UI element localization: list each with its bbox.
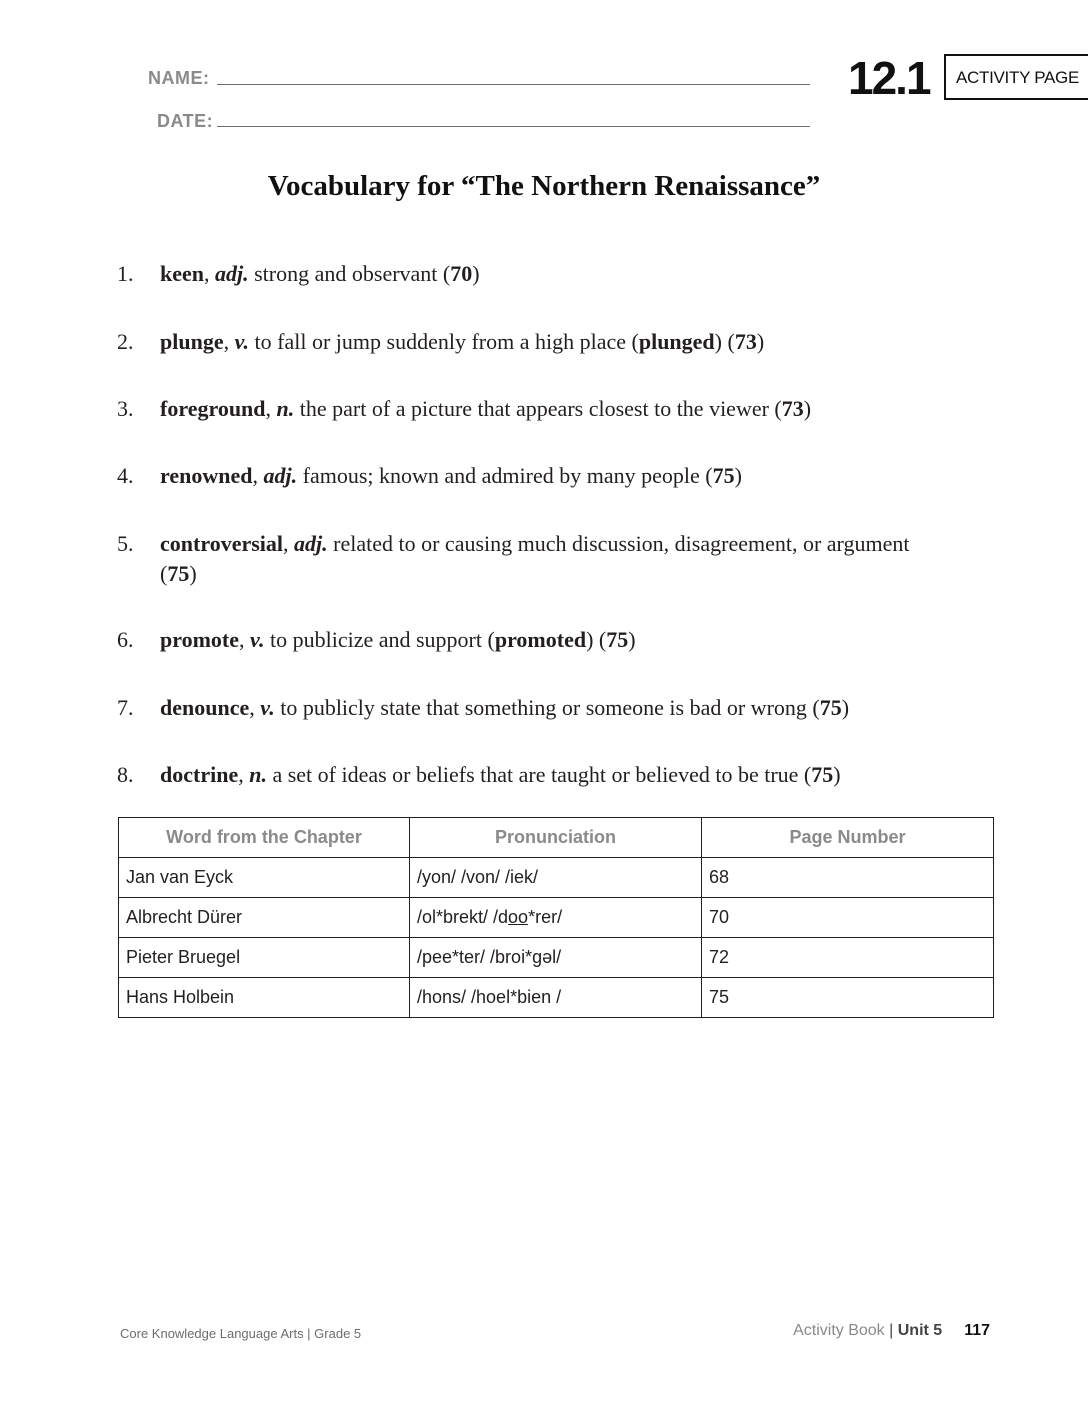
pronunciation-cell [410, 978, 702, 1018]
pronunciation-text-end: *rer/ [528, 907, 563, 927]
vocab-page: 75 [811, 762, 834, 787]
vocab-close: ) [472, 261, 480, 286]
vocab-term: foreground [160, 396, 266, 421]
table-row [119, 938, 994, 978]
vocab-part-of-speech: v. [260, 695, 275, 720]
vocab-definition: to fall or jump suddenly from a high place ( [249, 329, 639, 354]
vocab-close: ) [734, 463, 742, 488]
vocab-separator: ) ( [586, 627, 607, 652]
word-cell: Jan van Eyck [119, 858, 410, 898]
vocab-form: promoted [494, 627, 587, 652]
page-number-cell: 75 [702, 978, 994, 1018]
vocab-close: ) [803, 396, 812, 421]
vocab-part-of-speech: n. [249, 762, 267, 787]
vocab-number: 6. [117, 627, 134, 652]
pronunciation-cell [410, 858, 702, 898]
word-cell: Pieter Bruegel [119, 938, 410, 978]
vocab-part-of-speech: n. [276, 396, 295, 421]
pronunciation-text: /ol*brekt/ /d [417, 907, 509, 927]
activity-number: 12.1 [848, 52, 930, 104]
vocab-term: plunge [160, 329, 224, 354]
pronunciation-text: /yon/ /von/ /iek/ [417, 867, 539, 887]
vocab-term: denounce [160, 695, 250, 720]
pronunciation-cell [410, 938, 702, 978]
vocab-part-of-speech: adj. [215, 261, 249, 286]
vocab-number: 1. [117, 261, 134, 286]
vocab-term: promote [160, 627, 240, 652]
vocab-number: 2. [117, 329, 134, 354]
pronunciation-text: /pee*ter/ /broi*gəl/ [417, 947, 562, 967]
vocab-term: controversial [160, 531, 284, 556]
vocab-number: 3. [117, 396, 134, 421]
page-number-cell: 68 [702, 858, 994, 898]
pronunciation-text: /hons/ /hoel*bien / [417, 987, 562, 1007]
vocab-page: 75 [606, 627, 629, 652]
footer-unit: Unit 5 [897, 1322, 943, 1339]
page-number-cell: 72 [702, 938, 994, 978]
vocab-page: 73 [781, 396, 804, 421]
page-number-cell: 70 [702, 898, 994, 938]
column-header-page-number: Page Number [702, 818, 994, 858]
page-title: Vocabulary for “The Northern Renaissance” [267, 170, 821, 202]
vocab-part-of-speech: v. [250, 627, 265, 652]
footer-book: Activity Book [793, 1322, 885, 1339]
vocab-definition: to publicize and support ( [264, 627, 495, 652]
vocab-number: 5. [117, 531, 134, 556]
vocab-number: 7. [117, 695, 134, 720]
vocab-page: 73 [734, 329, 757, 354]
vocab-definition: famous; known and admired by many people ( [297, 463, 713, 488]
vocab-term: renowned [160, 463, 253, 488]
vocab-definition: a set of ideas or beliefs that are taught or believed to be true ( [266, 762, 812, 787]
date-label: DATE: [157, 111, 214, 131]
page-number: 117 [964, 1322, 990, 1339]
footer-separator: | [884, 1322, 898, 1339]
pronunciation-table [118, 817, 994, 1018]
vocab-term: doctrine [160, 762, 239, 787]
table-header-row [119, 818, 994, 858]
vocab-form: plunged [638, 329, 715, 354]
vocab-close: ) [833, 762, 841, 787]
vocab-number: 8. [117, 762, 134, 787]
vocab-page: 75 [712, 463, 735, 488]
vocab-separator: ) ( [714, 329, 735, 354]
pronunciation-underlined: oo [508, 907, 529, 927]
vocab-part-of-speech: adj. [294, 531, 328, 556]
vocab-page: 75 [167, 561, 190, 586]
table-row [119, 898, 994, 938]
table-row [119, 858, 994, 898]
vocab-number: 4. [117, 463, 134, 488]
vocab-part-of-speech: adj. [263, 463, 298, 488]
column-header-pronunciation: Pronunciation [410, 818, 702, 858]
vocab-definition: related to or causing much discussion, disagreement, or argument ( [160, 531, 910, 586]
footer-book-info [793, 1322, 990, 1340]
vocab-close: ) [628, 627, 636, 652]
table-row [119, 978, 994, 1018]
column-header-word: Word from the Chapter [119, 818, 410, 858]
vocab-definition: the part of a picture that appears closest to the viewer ( [294, 396, 782, 421]
vocab-definition: strong and observant ( [248, 261, 451, 286]
footer-series: Core Knowledge Language Arts | Grade 5 [120, 1326, 362, 1341]
vocab-close: ) [841, 695, 850, 720]
vocab-close: ) [189, 561, 197, 586]
pronunciation-cell [410, 898, 702, 938]
vocab-page: 70 [450, 261, 473, 286]
word-cell: Hans Holbein [119, 978, 410, 1018]
name-label: NAME: [148, 68, 210, 88]
vocab-term: keen [160, 261, 204, 286]
vocab-part-of-speech: v. [234, 329, 250, 354]
word-cell: Albrecht Dürer [119, 898, 410, 938]
vocab-close: ) [756, 329, 765, 354]
vocab-definition: to publicly state that something or someone is bad or wrong ( [274, 695, 820, 720]
name-line[interactable] [217, 84, 810, 85]
activity-page-label: ACTIVITY PAGE [944, 54, 1088, 100]
vocab-page: 75 [819, 695, 842, 720]
date-line[interactable] [217, 126, 810, 127]
